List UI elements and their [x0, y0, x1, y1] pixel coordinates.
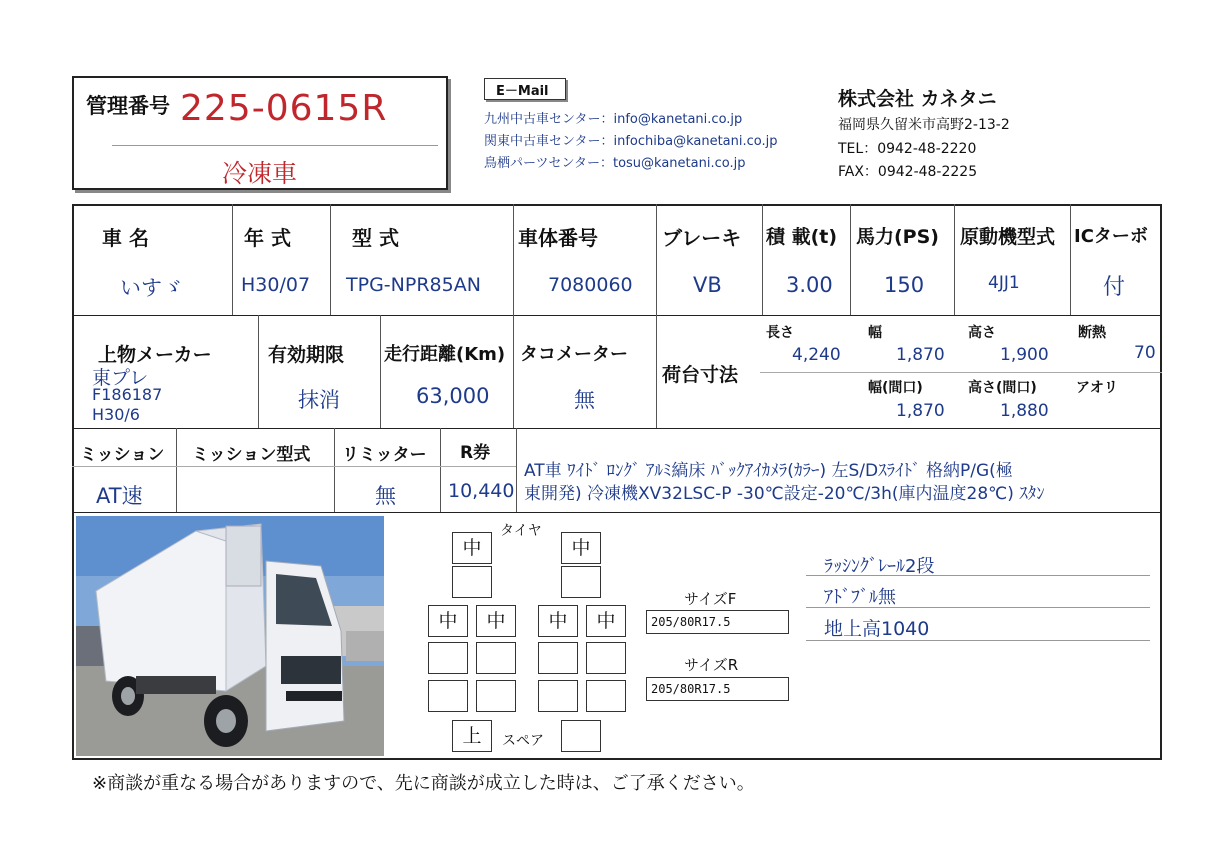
- tire-front-left: 中: [452, 532, 492, 564]
- expiry-label: 有効期限: [268, 344, 345, 366]
- tire-box-empty: [538, 642, 578, 674]
- turbo-label: ICターボ: [1074, 226, 1148, 247]
- model-label: 型 式: [352, 226, 399, 250]
- limiter-value: 無: [375, 484, 396, 508]
- tacho-label: タコメーター: [520, 344, 628, 365]
- footer-notice: ※商談が重なる場合がありますので、先に商談が成立した時は、ご了承ください。: [92, 773, 755, 794]
- maker-value: いすゞ: [120, 276, 183, 300]
- tire-box-empty: [428, 642, 468, 674]
- row1-col-sep: [850, 204, 851, 315]
- size-r-label: サイズR: [684, 656, 739, 674]
- vin-value: 7080060: [548, 274, 633, 296]
- truck-photo: [76, 516, 384, 756]
- company-tel: TEL：0942-48-2220: [838, 141, 977, 157]
- brake-value: VB: [693, 273, 722, 297]
- tire-label: タイヤ: [500, 523, 542, 539]
- width-label: 幅: [868, 325, 882, 341]
- tire-rear-2: 中: [476, 605, 516, 637]
- extra-item: 地上高1040: [824, 618, 930, 640]
- row1-divider: [72, 315, 1162, 316]
- tire-box-empty: [561, 720, 601, 752]
- brake-label: ブレーキ: [662, 226, 742, 250]
- turbo-value: 付: [1103, 275, 1126, 300]
- row1-col-sep: [232, 204, 233, 315]
- expiry-value: 抹消: [298, 388, 340, 412]
- mileage-value: 63,000: [416, 384, 490, 408]
- mileage-label: 走行距離(Km): [384, 344, 506, 365]
- tire-box-empty: [476, 642, 516, 674]
- extra-item: ﾗｯｼﾝｸﾞﾚｰﾙ2段: [824, 556, 935, 577]
- insulation-label: 断熱: [1078, 325, 1106, 341]
- engine-label: 原動機型式: [960, 226, 1056, 248]
- length-label: 長さ: [766, 325, 794, 341]
- notes-line1: AT車 ﾜｲﾄﾞ ﾛﾝｸﾞ ｱﾙﾐ縞床 ﾊﾞｯｸｱｲｶﾒﾗ(ｶﾗｰ) 左S/Dｽﾗｲﾄﾞ 格納P/G(極: [524, 461, 1013, 481]
- row1-col-sep: [954, 204, 955, 315]
- management-number: 225-0615R: [180, 88, 388, 129]
- company-address: 福岡県久留米市高野2-13-2: [838, 117, 1010, 133]
- load-value: 3.00: [786, 273, 833, 297]
- height-label: 高さ: [968, 325, 996, 341]
- height-open-label: 高さ(間口): [968, 380, 1037, 396]
- company-name: 株式会社 カネタニ: [838, 88, 997, 110]
- mission-label: ミッション: [80, 445, 165, 465]
- company-fax: FAX：0942-48-2225: [838, 164, 978, 180]
- engine-value: 4JJ1: [988, 273, 1020, 293]
- body-date: H30/6: [92, 405, 140, 424]
- management-label: 管理番号: [86, 94, 170, 118]
- email-address[interactable]: tosu@kanetani.co.jp: [612, 156, 746, 171]
- body-maker-label: 上物メーカー: [98, 344, 212, 366]
- vin-label: 車体番号: [518, 226, 598, 250]
- mission-type-label: ミッション型式: [192, 445, 311, 465]
- email-address[interactable]: infochiba@kanetani.co.jp: [613, 134, 778, 149]
- size-r-value: 205/80R17.5: [646, 677, 789, 701]
- row1-col-sep: [762, 204, 763, 315]
- tire-box-empty: [586, 642, 626, 674]
- row1-col-sep: [1070, 204, 1071, 315]
- tacho-value: 無: [574, 388, 595, 412]
- tire-rear-4: 中: [586, 605, 626, 637]
- tire-spare: 上: [452, 720, 492, 752]
- length-value: 4,240: [792, 345, 841, 365]
- management-divider: [112, 145, 438, 146]
- row3-inner-divider: [72, 466, 516, 467]
- body-type: 冷凍車: [222, 159, 298, 188]
- r-ticket-value: 10,440: [448, 480, 515, 502]
- row1-col-sep: [330, 204, 331, 315]
- row3-divider: [72, 512, 1162, 513]
- cargo-dims-label: 荷台寸法: [662, 364, 739, 386]
- aori-label: アオリ: [1076, 380, 1118, 396]
- row2-col-sep: [258, 315, 259, 428]
- dims-divider: [760, 372, 1162, 373]
- extra-item: ｱﾄﾞﾌﾞﾙ無: [824, 587, 896, 608]
- load-label: 積 載(t): [766, 226, 838, 248]
- insulation-value: 70: [1134, 343, 1156, 363]
- tire-box-empty: [452, 566, 492, 598]
- hp-label: 馬力(PS): [856, 226, 939, 248]
- row1-col-sep: [656, 204, 657, 315]
- tire-front-right: 中: [561, 532, 601, 564]
- tire-rear-3: 中: [538, 605, 578, 637]
- width-open-value: 1,870: [896, 401, 945, 421]
- row1-col-sep: [513, 204, 514, 315]
- row2-col-sep: [380, 315, 381, 428]
- tire-box-empty: [586, 680, 626, 712]
- body-serial: F186187: [92, 385, 163, 404]
- r-ticket-label: R券: [460, 443, 491, 463]
- width-value: 1,870: [896, 345, 945, 365]
- email-row-kyushu: 九州中古車センター：info@kanetani.co.jp: [484, 112, 743, 127]
- notes-line2: 東開発) 冷凍機XV32LSC-P -30℃設定-20℃/3h(庫内温度28℃) ｽﾀﾝ: [524, 484, 1045, 504]
- email-row-kanto: 関東中古車センター：infochiba@kanetani.co.jp: [484, 134, 778, 149]
- height-value: 1,900: [1000, 345, 1049, 365]
- limiter-label: リミッター: [342, 445, 427, 465]
- extra-underline: [806, 640, 1150, 641]
- row2-divider: [72, 428, 1162, 429]
- mission-value: AT速: [96, 484, 143, 508]
- width-open-label: 幅(間口): [868, 380, 923, 396]
- tire-box-empty: [538, 680, 578, 712]
- tire-box-empty: [476, 680, 516, 712]
- size-f-label: サイズF: [684, 590, 737, 608]
- row3-col-sep: [176, 428, 177, 512]
- extra-underline: [806, 607, 1150, 608]
- row2-col-sep: [513, 315, 514, 428]
- tire-box-empty: [561, 566, 601, 598]
- row3-col-sep: [440, 428, 441, 512]
- year-label: 年 式: [244, 226, 291, 250]
- model-value: TPG-NPR85AN: [346, 274, 481, 296]
- body-maker-value: 東プレ: [92, 367, 149, 389]
- tire-rear-1: 中: [428, 605, 468, 637]
- row3-col-sep: [334, 428, 335, 512]
- extra-underline: [806, 575, 1150, 576]
- email-address[interactable]: info@kanetani.co.jp: [613, 112, 743, 127]
- hp-value: 150: [884, 273, 925, 297]
- tire-box-empty: [428, 680, 468, 712]
- spare-label: スペア: [502, 733, 544, 749]
- maker-label: 車 名: [102, 226, 149, 250]
- row2-col-sep: [656, 315, 657, 428]
- height-open-value: 1,880: [1000, 401, 1049, 421]
- year-value: H30/07: [241, 274, 311, 296]
- row3-col-sep: [516, 428, 517, 512]
- size-f-value: 205/80R17.5: [646, 610, 789, 634]
- email-row-tosu: 鳥栖パーツセンター：tosu@kanetani.co.jp: [484, 156, 746, 171]
- email-badge-label: E－Mail: [496, 84, 549, 99]
